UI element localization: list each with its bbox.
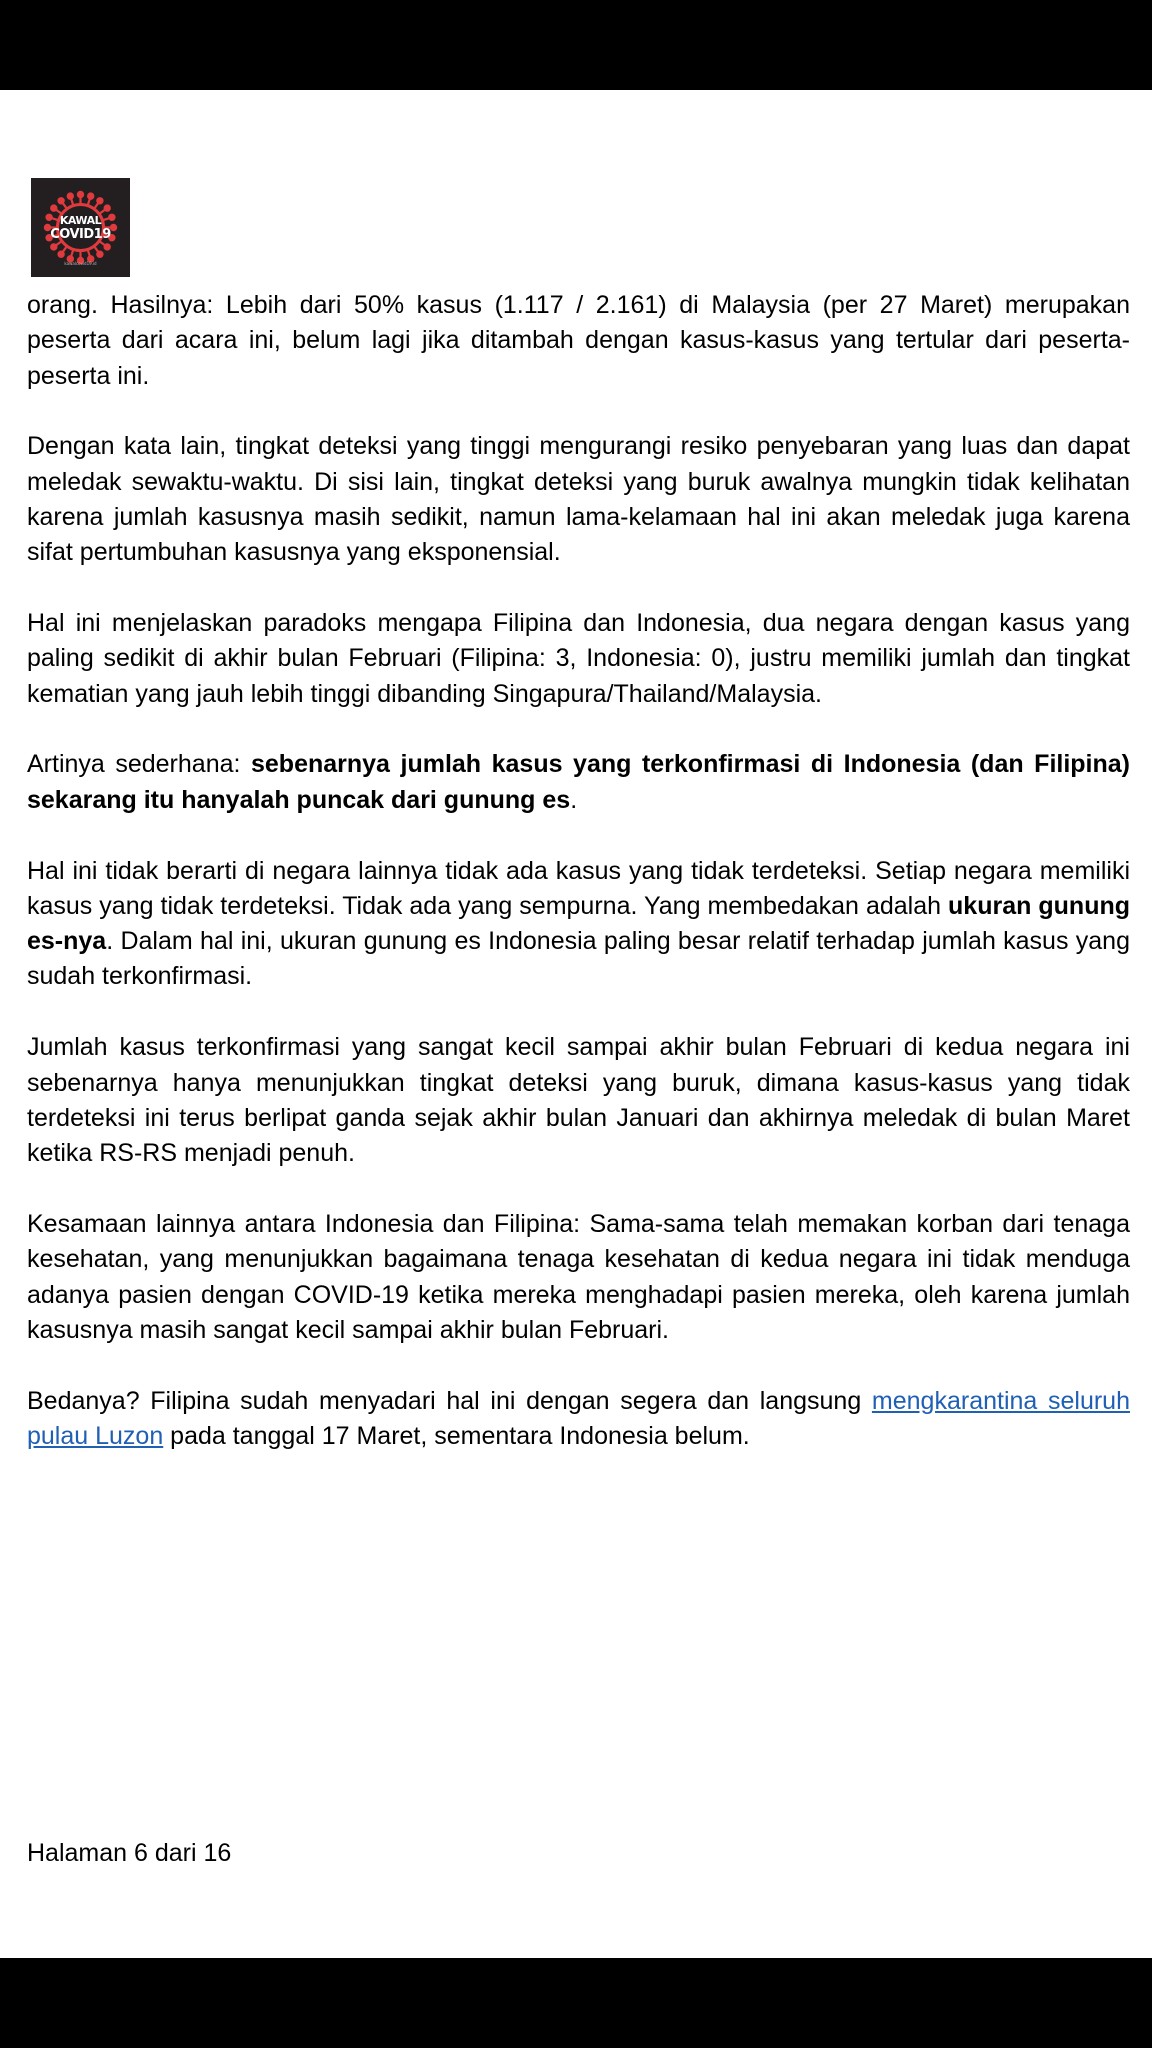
paragraph-5-emphasis: ukuran gunung es-nya (27, 891, 1131, 956)
paragraph-2: Dengan kata lain, tingkat deteksi yang tinggi mengurangi resiko penyebaran yang luas dan dapat meledak sewaktu-waktu. Di sisi lain, tingkat deteksi yang buruk awalnya mungkin tidak kelihatan karena jumlah kasusnya masih sedikit, namun lama-kelamaan hal ini akan meledak juga karena sifat pertumbuhan kasusnya yang eksponensial. (27, 432, 1130, 567)
paragraph-4 (27, 747, 1130, 818)
paragraph-5 (27, 854, 1130, 995)
bottom-black-bar (0, 1958, 1152, 2048)
page-number: Halaman 6 dari 16 (27, 1839, 232, 1867)
document-body (27, 288, 1130, 1490)
paragraph-7: Kesamaan lainnya antara Indonesia dan Filipina: Sama-sama telah memakan korban dari tenaga kesehatan, yang menunjukkan bagaimana tenaga kesehatan di kedua negara ini tidak menduga adanya pasien dengan COVID-19 ketika mereka menghadapi pasien mereka, oleh karena jumlah kasusnya masih sangat kecil sampai akhir bulan Februari. (27, 1209, 1130, 1344)
paragraph-5-lead: Hal ini tidak berarti di negara lainnya tidak ada kasus yang tidak terdeteksi. Setiap negara memiliki kasus yang tidak terdeteksi. Tidak ada yang sempurna. Yang membedakan adalah (27, 856, 1130, 920)
luzon-quarantine-link[interactable]: mengkarantina seluruh pulau Luzon (27, 1386, 1130, 1450)
logo-text-covid19: COVID19 (50, 227, 111, 242)
top-black-bar (0, 0, 1152, 90)
paragraph-3: Hal ini menjelaskan paradoks mengapa Filipina dan Indonesia, dua negara dengan kasus yang paling sedikit di akhir bulan Februari (Filipina: 3, Indonesia: 0), justru memiliki jumlah dan tingkat kematian yang jauh lebih tinggi dibanding Singapura/Thailand/Malaysia. (27, 609, 1130, 708)
paragraph-8 (27, 1384, 1130, 1455)
paragraph-8-end: pada tanggal 17 Maret, sementara Indonesia belum. (163, 1421, 750, 1450)
document-page (0, 90, 1152, 1958)
paragraph-4-emphasis: sebenarnya jumlah kasus yang terkonfirmasi di Indonesia (dan Filipina) sekarang itu hanyalah puncak dari gunung es (27, 750, 1130, 814)
paragraph-6: Jumlah kasus terkonfirmasi yang sangat kecil sampai akhir bulan Februari di kedua negara ini sebenarnya hanya menunjukkan tingkat deteksi yang buruk, dimana kasus-kasus yang tidak terdeteksi ini terus berlipat ganda sejak akhir bulan Januari dan akhirnya meledak di bulan Maret ketika RS-RS menjadi penuh. (27, 1033, 1130, 1168)
logo-text-kawal: KAWAL (59, 214, 102, 227)
paragraph-1: orang. Hasilnya: Lebih dari 50% kasus (1.117 / 2.161) di Malaysia (per 27 Maret) merupakan peserta dari acara ini, belum lagi jika ditambah dengan kasus-kasus yang tertular dari peserta-peserta ini. (27, 291, 1130, 390)
kawal-covid19-logo (31, 178, 130, 277)
paragraph-4-lead: Artinya sederhana: (27, 750, 251, 779)
paragraph-5-end: . Dalam hal ini, ukuran gunung es Indonesia paling besar relatif terhadap jumlah kasus yang sudah terkonfirmasi. (27, 927, 1130, 991)
paragraph-8-lead: Bedanya? Filipina sudah menyadari hal ini dengan segera dan langsung (27, 1386, 872, 1415)
paragraph-4-end: . (570, 785, 578, 814)
logo-url: kawalcovid19.id (64, 261, 97, 266)
